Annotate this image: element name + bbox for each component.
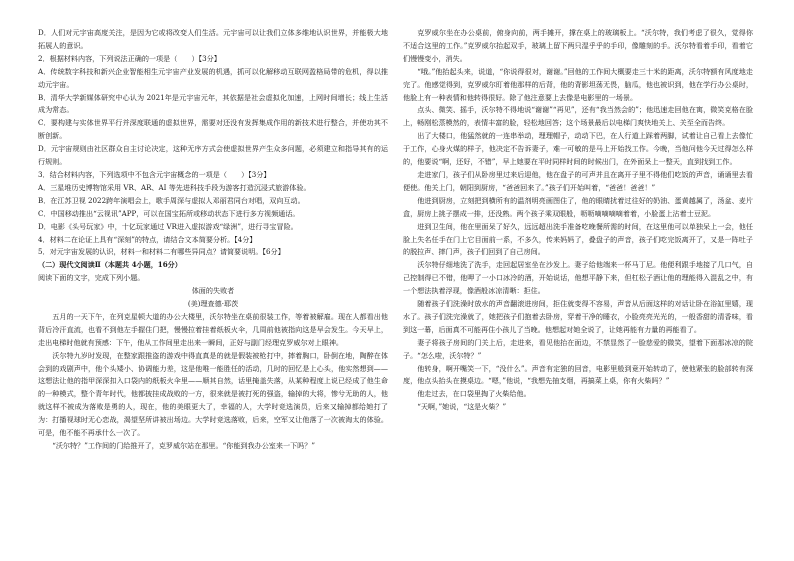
left-paragraph: 阅读下面的文字，完成下列小题。 <box>38 273 145 283</box>
right-paragraph: 妻子将孩子房间的门关上后，走进来，看见他抬在面边，不禁显然了一脸慈爱的微笑，望着下面那冰凉的院子。“怎么啦，沃尔特？” <box>403 337 753 360</box>
left-paragraph: D．电影《头号玩家》中，十亿玩家通过 VR进入虚拟游戏“绿洲”，进行寻宝冒险。 <box>38 221 298 231</box>
right-paragraph: 出了大楼口，他猛然就的一连串举动，理理帽子，动动下巴，在人行道上踩着两脚，试着让自己看上去像忙于工作，心身火煤的样子，他决定不告诉妻子，难一可敏的是马上开始找工作。今晚，当他问他今天过得怎么样的，他要说“啊，还好，不错”，早上她要在平时同样时间的时候出门，在外面呆上一整天，直到找到工作。 <box>403 131 753 167</box>
left-paragraph: B．在江苏卫视 2022跨年演唱会上，歌手周深与虚拟人邓丽君同台对唱，双向互动。 <box>38 195 305 205</box>
right-paragraph: 点头、微笑、摇手，沃尔特不得地说“谢谢”“再见”，还有“我当然会的”；他迅速走回他在寓，微笑克格在脸上，畅刚松蒸模然的，表情丰富的脸，轻松地回答；这个场景最后以电梯门爽快地关上、关至全而告终。 <box>403 105 753 128</box>
right-paragraph: “天啊，”她说，“这是火柴？” <box>417 402 507 412</box>
right-paragraph: 他进到厨房，立刻把到横所有的温剂明亮画图住了，他的眼睛扰着过往好的奶油、蛋黄越属了，汤盆、麦片盒，厨房上挑子摆成一排，还没熟。两个孩子乘双眼般，呖呖嘀嘀嘀嘀着着，小脸蛋上沾着士豆泥。 <box>403 195 753 218</box>
left-paragraph: 沃尔特九岁时发现，在整家跟推盗的游戏中得直真是的就是假装被枪打中，摔着胸口，卧倒在地，陶醉在体会到的戏剧声中，他个头矮小、协调能力差，这是他唯一能胜任的活动，几时的回忆是上心头，他实然想到——这想法让他的指甲深深扣入口袋内的纸板火伞里——顺其自然，话里掩盖失落，从某种程度上说已经成了他生命的一种模式，整个青年时代，他都披挂成战败的一方，很来就是被打死的强盗，输掉的大将，惨兮无助的人，他就这样不被成为落败是勇的人，现在，他的美眼更大了，幸福的人，大学时竞选演员，后来又输掉都给她打了为：打播视球时无心恋战，渴望坚所讲被出场边。大学时竞选落败，后来，空军又让他落了一次被淘太的体验。可是，他不能不再承什么一次了。 <box>38 350 388 438</box>
left-paragraph: 4．材料二在论证上具有“深刻”的特点，请结合文本简要分析。【4分】 <box>38 234 257 244</box>
right-paragraph: 走进家门，孩子们从卧房里过来后迎他，他在盘子的可声并且在离开子里不得他们吃饭的声音，诵诵里去看便使。他关上门，朝阳到厨房，“爸爸回来了。”孩子们开始叫着，“爸爸！爸爸！” <box>403 169 753 192</box>
right-paragraph: 随着孩子们洗澡时放水的声音翻滚进房间，拒住就变得不容易，声音从后面这样的对话让卧在浴缸里嬉，现水了。孩子们洗完澡就了，她把孩子们抱着去卧房，穿着干净的睡衣，小脸亮亮光光的，一般香甜的清香味，看到这一幕，后面真不可能再住小孩儿了当晚。他想起对她全说了，让她再能有力量的再能看了。 <box>403 299 753 334</box>
right-paragraph: 他转身，啊开嘴笑一下，“没什么”。声音有定独的回音，电影里般到竟开始转动了，使他紧张的脸部转有深度，他点头抬头在摸桌边。“嗯，”他说，“我想先抽支烟，再搞菜上桌，你有火柴吗？” <box>403 363 753 386</box>
left-paragraph: A．三星堆历史博物馆采用 VR、AR、AI 等先进科技手段为游客打造沉浸式旅游体验。 <box>38 182 311 192</box>
left-paragraph: A．传统数字科技和新兴企业智能相生元宇宙产业发展的机遇，抓可以化解移动互联网盈格局带的危机，得以推动元宇宙。 <box>38 66 388 89</box>
right-paragraph: 克罗威尔坐在办公桌前，俯身向前，两手摊开，撑在桌上的玻璃板上。“沃尔特，我们考虑了很久，觉得你不适合这里的工作。”克罗威尔抬起双手，玻璃上留下两只湿乎乎的手印，像雕刻的手。沃尔特看着手印，看着它们慢慢变小，消失。 <box>403 28 753 63</box>
right-paragraph: 他走过去，在口袋里掏了火柴给他。 <box>417 389 531 399</box>
left-paragraph: 五月的一天下午，在列克星顿大道的办公大楼里，沃尔特坐在桌前很装工作，等着被解雇。现在人都看出他背后冷汗直流，也看不到他左手握住门把，慢慢拉着挂着纸板火伞，几周前他被指向这是早会发生。今天早上，走出电梯时他就有预感：下午，他从工作间里走出来一瞬间，正好与副门经理克罗威尔对上眼神。 <box>38 311 388 347</box>
left-paragraph: （二）现代文阅读Ⅱ（本题共 4小题，16分） <box>38 260 182 270</box>
right-paragraph: 进到卫生间，他在里面呆了好久，远远超出洗手准备吃晚餐所需的时间，在这里他可以单独呆上一会，他任脸上失名任手在门上它目面前一系，不多久，传来妈妈了，叠盘子的声音，孩子们吃完饭离开了，又是一阵吐子的脱拉声、摔门声，孩子们回到了自己房间。 <box>403 221 753 257</box>
right-column <box>403 27 753 414</box>
left-paragraph: (美)理查德·耶茨 <box>187 299 239 309</box>
left-column <box>38 27 388 453</box>
right-paragraph: 沃尔特仔细地洗了洗手，走回起居室坐在沙发上。妻子给他端来一杯马丁尼。他便利跟手地接了几口气，自己控制得已不错，他呷了一小口冰冷的酒，开始说话，他想平静下来，但杠松子酒让他的理能得入混乱之中，有一个想法执着浮现，像酒般冰凉清晰：拒住。 <box>403 260 753 296</box>
left-paragraph: 2．根据材料内容，下列说法正确的一项是（ ）【3分】 <box>38 53 221 63</box>
left-paragraph: C．中国移动推出“云视讯”APP，可以在国宝拓所或移动状态下进行多方视频通话。 <box>38 208 300 218</box>
left-paragraph: B．清华大学新媒体研究中心认为 2021年是元宇宙元年，其依据是社会虚拟化加速，上网时间增长；线上生活成为常态。 <box>38 92 388 115</box>
left-paragraph: 5．对元宇宙发展的认识，材料一和材料二有哪些异同点？请简要说明。【6分】 <box>38 247 285 257</box>
left-paragraph: D．元宇宙规则由社区群众自主讨论决定，这种无序方式会使虚拟世界产生众多问题，必须建立和指导其有的运行规则。 <box>38 144 388 167</box>
left-paragraph: C．要构建与实体世界平行并深度联通的虚拟世界，需要对还没有发挥集成作用的新技术进行整合，并使功其不断创新。 <box>38 118 388 141</box>
left-paragraph: 体面的失败者 <box>191 286 235 296</box>
left-paragraph: D．人们对元宇宙高度关注，是因为它或将改变人们生活。元宇宙可以让我们立体多维地认识世界，并能极大地拓展人的意识。 <box>38 28 388 50</box>
left-paragraph: 3．结合材料内容，下列选项中不包含元宇宙概念的一项是（ ）【3分】 <box>38 169 271 179</box>
left-paragraph: “沃尔特？”工作间的门给推开了，克罗威尔站在那里。“你能到我办公室来一下吗？” <box>52 441 315 450</box>
right-paragraph: “哦。”他抬起头来，说道，“你说得很对，谢谢。”回他的工作间大概要走三十米的距离，沃尔特额有风度地走完了。他感觉得到，克罗威尔盯着他那样的后背，他的背影坦荡无畏，脑瓜，他也被识到，他在学行办公桌时，他脸上有一种表情和他转得很好。除了他注意要上去像是电影里的一场景。 <box>403 66 753 102</box>
